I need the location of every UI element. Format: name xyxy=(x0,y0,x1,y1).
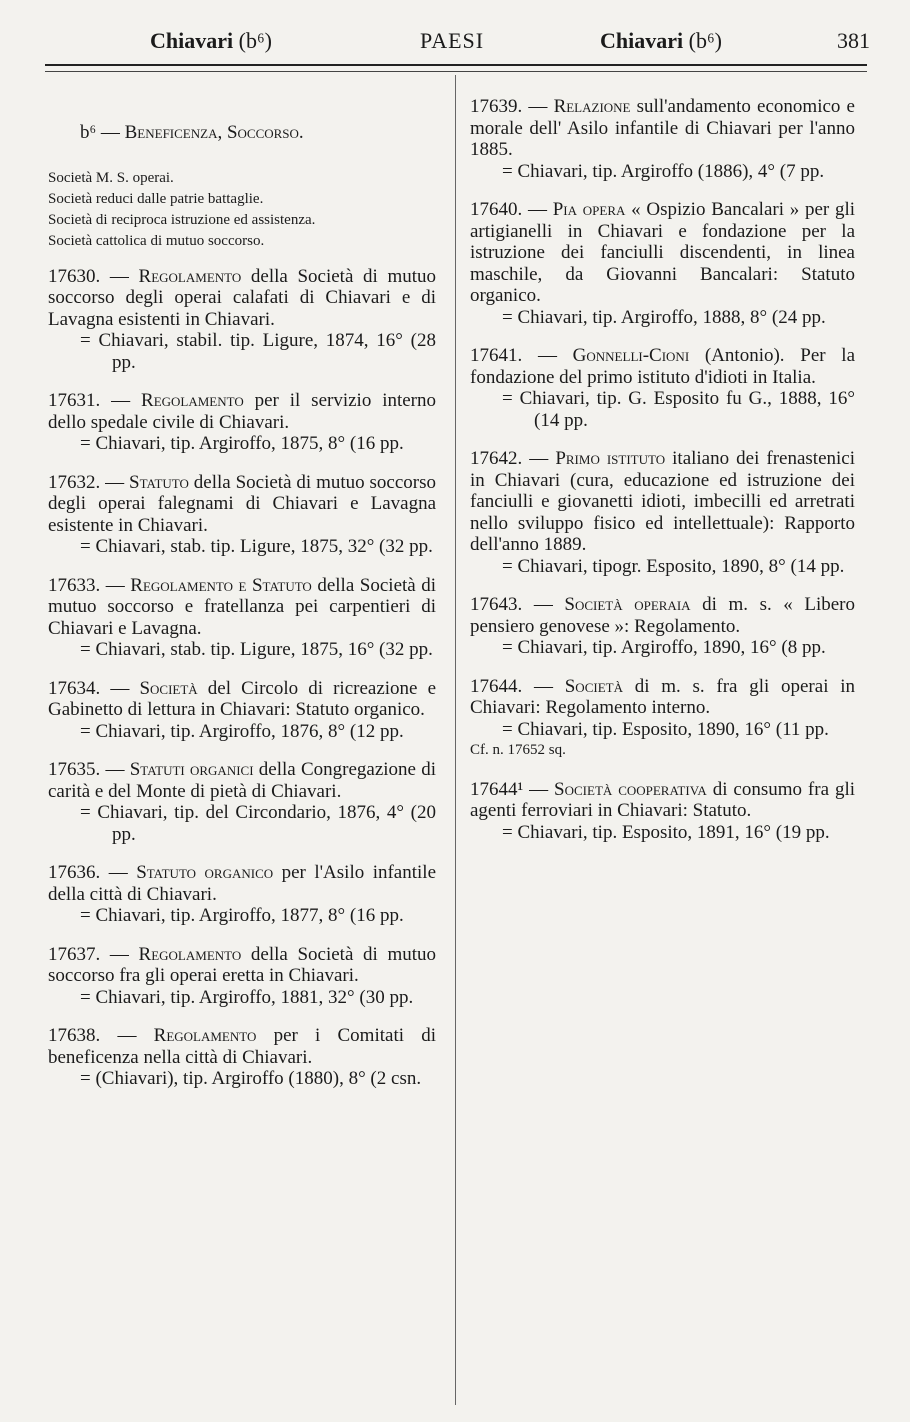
entry-imprint: = Chiavari, tipogr. Esposito, 1890, 8° (14 pp. xyxy=(502,555,845,577)
entry-text: 17638. — Regolamento per i Comitati di beneficenza nella città di Chiavari. xyxy=(48,1025,436,1068)
entry-imprint: = Chiavari, stab. tip. Ligure, 1875, 16° (32 pp. xyxy=(80,639,433,660)
entry-text: 17639. — Relazione sull'andamento economico e morale dell' Asilo infantile di Chiavari per l'anno 1885. xyxy=(470,96,855,160)
bibliography-entry xyxy=(48,862,436,927)
entry-heading: Statuto xyxy=(129,471,189,493)
bibliography-entry xyxy=(470,676,855,762)
entry-description: della Società di mutuo soccorso degli operai calafati di Chiavari e di Lavagna esistenti in Chiavari. xyxy=(48,265,437,330)
entry-number: 17644. xyxy=(470,675,523,697)
entry-heading: Statuti organici xyxy=(129,759,254,780)
entry-heading: Società cooperativa xyxy=(554,778,707,800)
entry-description: del Circolo di ricreazione e Gabinetto di lettura in Chiavari: Statuto organico. xyxy=(48,677,437,720)
entry-imprint: = (Chiavari), tip. Argiroffo (1880), 8° (2 csn. xyxy=(80,1068,422,1089)
entry-description: di m. s. « Libero pensiero genovese »: Regolamento. xyxy=(470,594,856,637)
entry-description: (Antonio). Per la fondazione del primo istituto d'idioti in Italia. xyxy=(470,345,855,388)
entry-imprint: = Chiavari, tip. del Circondario, 1876, 4° (20 pp. xyxy=(80,802,436,845)
entry-heading: Statuto organico xyxy=(136,862,274,883)
entry-heading: Società xyxy=(139,677,198,699)
entry-description: per i Comitati di beneficenza nella città di Chiavari. xyxy=(48,1025,436,1068)
header-left: Chiavari (b⁶) xyxy=(150,28,272,53)
entry-number: 17638. xyxy=(48,1025,101,1046)
entry-number: 17640. xyxy=(470,199,523,220)
entry-text: 17635. — Statuti organici della Congregazione di carità e del Monte di pietà di Chiavari. xyxy=(48,759,436,802)
society-list xyxy=(48,168,436,252)
society-item: Società cattolica di mutuo soccorso. xyxy=(48,232,265,249)
left-column xyxy=(48,96,436,1107)
entry-description: di consumo fra gli agenti ferroviari in Chiavari: Statuto. xyxy=(470,778,855,821)
entry-text: 17632. — Statuto della Società di mutuo soccorso degli operai falegnami di Chiavari e Lavagna esistente in Chiavari. xyxy=(48,471,436,536)
entry-description: della Congregazione di carità e del Monte di pietà di Chiavari. xyxy=(48,759,436,802)
entry-imprint: = Chiavari, tip. Argiroffo (1886), 4° (7 pp. xyxy=(502,160,825,182)
entry-description: per il servizio interno dello spedale civile di Chiavari. xyxy=(48,390,437,433)
entry-imprint: = Chiavari, tip. Argiroffo, 1890, 16° (8 pp. xyxy=(502,637,826,658)
bibliography-entry xyxy=(48,1025,436,1090)
left-entry-list xyxy=(48,266,436,1090)
entry-text: 17636. — Statuto organico per l'Asilo infantile della città di Chiavari. xyxy=(48,862,437,905)
entry-text: 17631. — Regolamento per il servizio interno dello spedale civile di Chiavari. xyxy=(48,390,437,433)
entry-text: 17644. — Società di m. s. fra gli operai in Chiavari: Regolamento interno. xyxy=(470,675,855,718)
entry-imprint: = Chiavari, tip. Esposito, 1891, 16° (19 pp. xyxy=(502,821,830,843)
right-column xyxy=(470,96,855,860)
header-center: PAESI xyxy=(420,28,485,53)
entry-description: per l'Asilo infantile della città di Chiavari. xyxy=(48,862,437,905)
society-item: Società M. S. operai. xyxy=(48,169,174,186)
entry-number: 17633. xyxy=(48,574,101,596)
bibliography-entry xyxy=(48,390,436,455)
entry-text: 17634. — Società del Circolo di ricreazione e Gabinetto di lettura in Chiavari: Statuto organico. xyxy=(48,677,437,720)
entry-imprint: = Chiavari, tip. Argiroffo, 1881, 32° (30 pp. xyxy=(80,986,414,1008)
entry-number: 17643. xyxy=(470,594,523,615)
entry-text: 17641. — Gonnelli-Cioni (Antonio). Per la fondazione del primo istituto d'idioti in Italia. xyxy=(470,345,855,388)
entry-text: 17633. — Regolamento e Statuto della Società di mutuo soccorso e fratellanza pei carpentieri di Chiavari e Lavagna. xyxy=(48,574,437,639)
entry-number: 17634. xyxy=(48,677,101,699)
entry-number: 17631. xyxy=(48,390,101,411)
entry-heading: Regolamento xyxy=(138,943,242,965)
entry-number: 17641. xyxy=(470,345,523,366)
bibliography-entry xyxy=(470,345,855,431)
bibliography-entry xyxy=(470,448,855,577)
running-header xyxy=(40,28,870,60)
entry-imprint: = Chiavari, stabil. tip. Ligure, 1874, 16° (28 pp. xyxy=(80,330,436,373)
page-number: 381 xyxy=(837,28,870,53)
entry-description: di m. s. fra gli operai in Chiavari: Regolamento interno. xyxy=(470,675,855,718)
entry-imprint: = Chiavari, tip. Argiroffo, 1877, 8° (16 pp. xyxy=(80,905,404,926)
header-right: Chiavari (b⁶) xyxy=(600,28,722,53)
entry-imprint: = Chiavari, tip. Esposito, 1890, 16° (11 pp. xyxy=(502,718,829,740)
entry-heading: Regolamento xyxy=(153,1025,257,1046)
section-heading: b⁶ — Beneficenza, Soccorso. xyxy=(80,122,304,143)
entry-heading: Regolamento e Statuto xyxy=(130,574,312,596)
bibliography-entry xyxy=(470,779,855,844)
bibliography-entry xyxy=(48,678,436,743)
bibliography-entry xyxy=(48,759,436,845)
entry-number: 17635. xyxy=(48,759,101,780)
bibliography-entry xyxy=(470,199,855,328)
bibliography-entry xyxy=(48,575,436,661)
entry-text: 17640. — Pia opera « Ospizio Bancalari » per gli artigianelli in Chiavari e fondazione per la istruzione dei fanciulli discendenti, in linea maschile, da Giovanni Bancalari: Statuto organico. xyxy=(470,199,856,306)
entry-imprint: = Chiavari, tip. Argiroffo, 1876, 8° (12 pp. xyxy=(80,720,404,742)
entry-number: 17644¹ xyxy=(470,778,524,800)
entry-heading: Società xyxy=(564,675,623,697)
entry-number: 17632. xyxy=(48,471,101,493)
entry-note: Cf. n. 17652 sq. xyxy=(470,742,566,758)
entry-heading: Primo istituto xyxy=(555,448,666,469)
bibliography-entry xyxy=(470,96,855,182)
entry-text: 17643. — Società operaia di m. s. « Libero pensiero genovese »: Regolamento. xyxy=(470,594,856,637)
entry-description: della Società di mutuo soccorso degli operai falegnami di Chiavari e Lavagna esistente in Chiavari. xyxy=(48,471,436,536)
entry-text: 17642. — Primo istituto italiano dei frenastenici in Chiavari (cura, educazione ed istruzione dei fanciulli e giovanetti idioti, imbecilli ed arretrati nello sviluppo fisico ed intellettuale): Rapporto dell'anno 1889. xyxy=(470,448,855,555)
entry-description: sull'andamento economico e morale dell' Asilo infantile di Chiavari per l'anno 1885. xyxy=(470,96,855,160)
entry-number: 17630. xyxy=(48,265,101,287)
entry-imprint: = Chiavari, tip. G. Esposito fu G., 1888, 16° (14 pp. xyxy=(502,388,855,431)
entry-text: 17644¹ — Società cooperativa di consumo fra gli agenti ferroviari in Chiavari: Statuto. xyxy=(470,778,855,821)
bibliography-entry xyxy=(48,472,436,558)
entry-text: 17637. — Regolamento della Società di mutuo soccorso fra gli operai eretta in Chiavari. xyxy=(48,943,437,986)
entry-heading: Gonnelli-Cioni xyxy=(572,345,690,366)
entry-description: italiano dei frenastenici in Chiavari (cura, educazione ed istruzione dei fanciulli e giovanetti idioti, imbecilli ed arretrati nello sviluppo fisico ed intellettuale): Rapporto dell'anno 1889. xyxy=(470,448,855,555)
entry-description: della Società di mutuo soccorso fra gli operai eretta in Chiavari. xyxy=(48,943,437,986)
column-divider xyxy=(455,75,456,1405)
entry-heading: Regolamento xyxy=(141,390,244,411)
entry-heading: Pia opera xyxy=(552,199,626,220)
bibliography-entry xyxy=(48,944,436,1009)
right-entry-list xyxy=(470,96,855,843)
society-item: Società di reciproca istruzione ed assistenza. xyxy=(48,211,316,228)
entry-number: 17636. xyxy=(48,862,101,883)
entry-heading: Regolamento xyxy=(138,265,242,287)
entry-heading: Relazione xyxy=(553,96,631,117)
entry-number: 17642. xyxy=(470,448,523,469)
entry-imprint: = Chiavari, tip. Argiroffo, 1875, 8° (16 pp. xyxy=(80,433,404,454)
society-item: Società reduci dalle patrie battaglie. xyxy=(48,190,264,207)
entry-description: « Ospizio Bancalari » per gli artigianelli in Chiavari e fondazione per la istruzione dei fanciulli discendenti, in linea maschile, da Giovanni Bancalari: Statuto organico. xyxy=(470,199,856,306)
header-rule xyxy=(45,64,867,66)
entry-text: 17630. — Regolamento della Società di mutuo soccorso degli operai calafati di Chiavari e di Lavagna esistenti in Chiavari. xyxy=(48,265,437,330)
bibliography-entry xyxy=(470,594,855,659)
entry-number: 17637. xyxy=(48,943,101,965)
entry-number: 17639. xyxy=(470,96,523,117)
header-rule-thin xyxy=(45,71,867,72)
entry-heading: Società operaia xyxy=(564,594,691,615)
bibliography-entry xyxy=(48,266,436,374)
entry-imprint: = Chiavari, stab. tip. Ligure, 1875, 32° (32 pp. xyxy=(80,536,433,557)
entry-description: della Società di mutuo soccorso e fratellanza pei carpentieri di Chiavari e Lavagna. xyxy=(48,574,437,639)
entry-imprint: = Chiavari, tip. Argiroffo, 1888, 8° (24 pp. xyxy=(502,306,826,328)
